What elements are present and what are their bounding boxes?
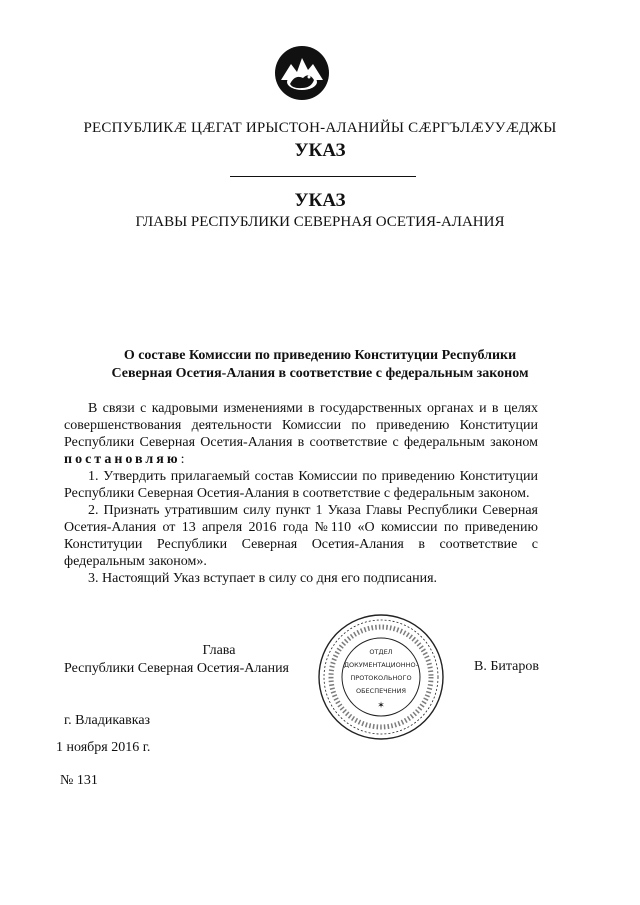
decree-intro — [64, 400, 538, 468]
stamp-line-3: ПРОТОКОЛЬНОГО — [350, 674, 412, 682]
signature-role-line1: Глава — [202, 643, 236, 658]
signature-role — [64, 642, 334, 678]
decree-item-2: 2. Признать утратившим силу пункт 1 Указа Главы Республики Северная Осетия-Алания от 13 апреля 2016 года №110 «О комиссии по приведению Конституции Республики Северная Осетия-Алания в соответствие с федеральным законом». — [64, 503, 538, 569]
header-ukaz-ossetian: УКАЗ — [294, 140, 346, 161]
decree-body — [64, 400, 538, 587]
official-stamp — [316, 612, 446, 742]
issue-city: г. Владикавказ — [64, 713, 151, 728]
header-ukaz-russian: УКАЗ — [294, 190, 346, 211]
signature-role-line2: Республики Северная Осетия-Алания — [64, 661, 289, 676]
decree-title-line1: О составе Комиссии по приведению Конституции Республики — [123, 348, 517, 363]
decree-number: № 131 — [60, 773, 98, 788]
stamp-line-1: ОТДЕЛ — [369, 648, 393, 656]
signer-name: В. Битаров — [474, 659, 539, 674]
decree-intro-text: В связи с кадровыми изменениями в государственных органах и в целях совершенствования деятельности Комиссии по приведению Конституции Республики Северная Осетия-Алания в соответствие с федеральным законом — [64, 401, 538, 450]
decree-item-3: 3. Настоящий Указ вступает в силу со дня его подписания. — [88, 571, 438, 586]
decree-title-line2: Северная Осетия-Алания в соответствие с федеральным законом — [111, 366, 529, 381]
stamp-line-4: ОБЕСПЕЧЕНИЯ — [355, 687, 407, 695]
header-divider — [230, 176, 416, 177]
decree-colon: : — [180, 452, 185, 467]
coat-of-arms-emblem — [273, 44, 331, 102]
stamp-line-2: ДОКУМЕНТАЦИОННО- — [343, 661, 419, 669]
issue-date: 1 ноября 2016 г. — [56, 740, 151, 755]
header-republic-ossetian: РЕСПУБЛИКӔ ЦӔГАТ ИРЫСТОН-АЛАНИЙЫ СӔРГЪЛӔУУӔДЖЫ — [83, 120, 557, 136]
svg-text:✶: ✶ — [377, 700, 385, 710]
header-head-russian: ГЛАВЫ РЕСПУБЛИКИ СЕВЕРНАЯ ОСЕТИЯ-АЛАНИЯ — [135, 214, 505, 230]
decree-item-1: 1. Утвердить прилагаемый состав Комиссии по приведению Конституции Республики Северная Осетия-Алания в соответствие с федеральным законом. — [64, 469, 538, 501]
decree-word: постановляю — [64, 452, 181, 467]
decree-title — [60, 347, 580, 383]
